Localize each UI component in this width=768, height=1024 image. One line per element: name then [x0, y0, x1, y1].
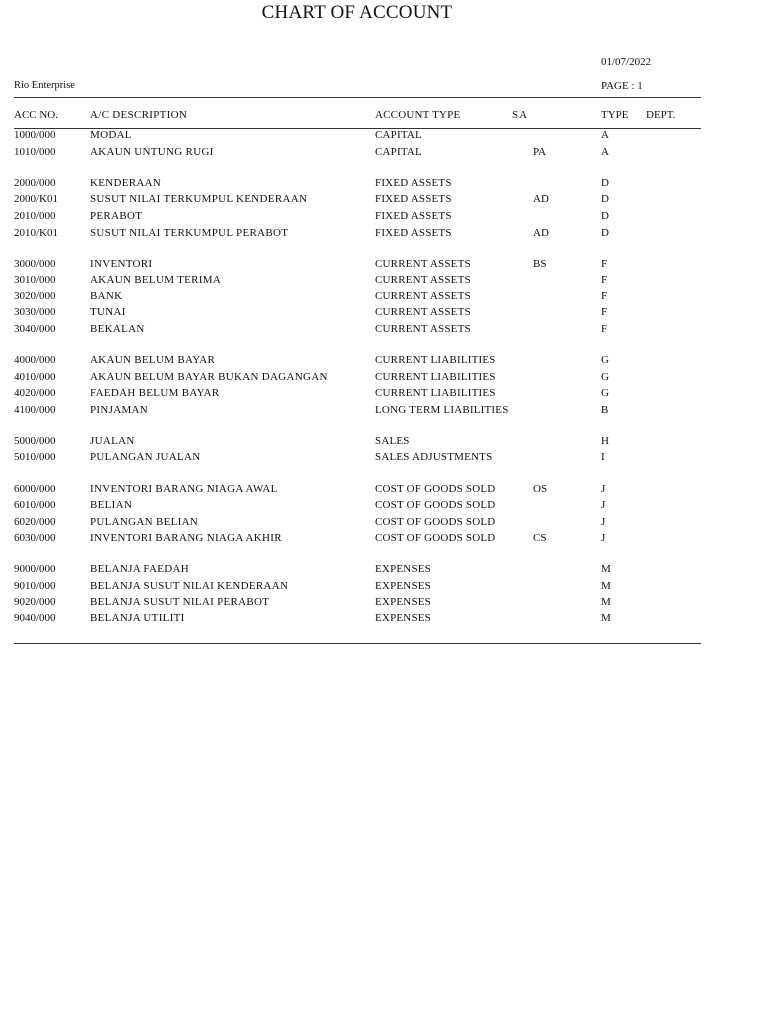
acc-no-cell: 6000/000: [14, 483, 56, 495]
type-cell: D: [601, 177, 609, 189]
description-cell: BELANJA SUSUT NILAI KENDERAAN: [90, 580, 289, 592]
acc-no-cell: 2000/K01: [14, 193, 58, 205]
header-account-type: ACCOUNT TYPE: [375, 109, 461, 121]
type-cell: D: [601, 227, 609, 239]
type-cell: H: [601, 435, 609, 447]
sa-cell: BS: [533, 258, 547, 270]
type-cell: J: [601, 483, 606, 495]
account-type-cell: FIXED ASSETS: [375, 227, 452, 239]
header-acc-no: ACC NO.: [14, 109, 59, 121]
acc-no-cell: 9000/000: [14, 563, 56, 575]
acc-no-cell: 6020/000: [14, 516, 56, 528]
description-cell: INVENTORI: [90, 258, 153, 270]
account-type-cell: CURRENT ASSETS: [375, 306, 471, 318]
company-name: Rio Enterprise: [14, 80, 75, 91]
type-cell: G: [601, 371, 609, 383]
account-type-cell: COST OF GOODS SOLD: [375, 516, 496, 528]
description-cell: JUALAN: [90, 435, 135, 447]
acc-no-cell: 4100/000: [14, 404, 56, 416]
account-type-cell: LONG TERM LIABILITIES: [375, 404, 509, 416]
account-type-cell: CURRENT LIABILITIES: [375, 387, 496, 399]
description-cell: INVENTORI BARANG NIAGA AKHIR: [90, 532, 282, 544]
table-row: [0, 515, 768, 531]
type-cell: M: [601, 563, 611, 575]
report-title: CHART OF ACCOUNT: [261, 2, 453, 23]
table-header-row: [0, 108, 768, 122]
acc-no-cell: 6010/000: [14, 499, 56, 511]
acc-no-cell: 2010/000: [14, 210, 56, 222]
account-type-cell: EXPENSES: [375, 563, 431, 575]
description-cell: SUSUT NILAI TERKUMPUL PERABOT: [90, 227, 289, 239]
table-row: [0, 226, 768, 242]
description-cell: BELIAN: [90, 499, 133, 511]
table-row: [0, 562, 768, 578]
header-description: A/C DESCRIPTION: [90, 109, 188, 121]
table-row: [0, 192, 768, 208]
type-cell: G: [601, 387, 609, 399]
sa-cell: CS: [533, 532, 547, 544]
sa-cell: AD: [533, 193, 549, 205]
header-dept: DEPT.: [646, 109, 676, 121]
description-cell: PULANGAN JUALAN: [90, 451, 201, 463]
acc-no-cell: 3010/000: [14, 274, 56, 286]
description-cell: PINJAMAN: [90, 404, 149, 416]
account-type-cell: CAPITAL: [375, 146, 422, 158]
acc-no-cell: 9020/000: [14, 596, 56, 608]
type-cell: M: [601, 612, 611, 624]
type-cell: D: [601, 210, 609, 222]
header-sa: SA: [512, 109, 529, 121]
acc-no-cell: 4000/000: [14, 354, 56, 366]
table-row: [0, 434, 768, 450]
type-cell: A: [601, 146, 609, 158]
table-row: [0, 353, 768, 369]
type-cell: D: [601, 193, 609, 205]
page-number: PAGE : 1: [601, 80, 643, 92]
acc-no-cell: 1000/000: [14, 129, 56, 141]
table-row: [0, 128, 768, 144]
sa-cell: PA: [533, 146, 547, 158]
table-row: [0, 595, 768, 611]
table-row: [0, 370, 768, 386]
acc-no-cell: 3040/000: [14, 323, 56, 335]
account-type-cell: CAPITAL: [375, 129, 422, 141]
account-type-cell: COST OF GOODS SOLD: [375, 499, 496, 511]
table-row: [0, 482, 768, 498]
header-top-divider: [14, 97, 701, 98]
account-type-cell: CURRENT ASSETS: [375, 258, 471, 270]
table-row: [0, 531, 768, 547]
type-cell: B: [601, 404, 609, 416]
type-cell: I: [601, 451, 605, 463]
table-row: [0, 611, 768, 627]
description-cell: INVENTORI BARANG NIAGA AWAL: [90, 483, 278, 495]
type-cell: J: [601, 516, 606, 528]
description-cell: SUSUT NILAI TERKUMPUL KENDERAAN: [90, 193, 308, 205]
acc-no-cell: 1010/000: [14, 146, 56, 158]
sa-cell: AD: [533, 227, 549, 239]
table-row: [0, 257, 768, 273]
acc-no-cell: 3000/000: [14, 258, 56, 270]
acc-no-cell: 4010/000: [14, 371, 56, 383]
table-row: [0, 289, 768, 305]
type-cell: F: [601, 274, 608, 286]
account-type-cell: CURRENT LIABILITIES: [375, 371, 496, 383]
description-cell: PERABOT: [90, 210, 143, 222]
account-type-cell: COST OF GOODS SOLD: [375, 483, 496, 495]
acc-no-cell: 9010/000: [14, 580, 56, 592]
table-row: [0, 386, 768, 402]
account-type-cell: CURRENT LIABILITIES: [375, 354, 496, 366]
type-cell: M: [601, 580, 611, 592]
description-cell: AKAUN BELUM BAYAR BUKAN DAGANGAN: [90, 371, 328, 383]
type-cell: J: [601, 532, 606, 544]
header-type: TYPE: [601, 109, 629, 121]
type-cell: F: [601, 323, 608, 335]
description-cell: AKAUN BELUM BAYAR: [90, 354, 216, 366]
description-cell: PULANGAN BELIAN: [90, 516, 199, 528]
account-type-cell: CURRENT ASSETS: [375, 323, 471, 335]
account-type-cell: FIXED ASSETS: [375, 177, 452, 189]
table-bottom-divider: [14, 643, 701, 644]
table-row: [0, 305, 768, 321]
account-type-cell: EXPENSES: [375, 596, 431, 608]
account-type-cell: FIXED ASSETS: [375, 193, 452, 205]
description-cell: AKAUN UNTUNG RUGI: [90, 146, 214, 158]
report-date: 01/07/2022: [601, 56, 652, 68]
description-cell: BELANJA UTILITI: [90, 612, 185, 624]
account-type-cell: SALES: [375, 435, 410, 447]
acc-no-cell: 2010/K01: [14, 227, 58, 239]
table-row: [0, 579, 768, 595]
account-type-cell: CURRENT ASSETS: [375, 274, 471, 286]
acc-no-cell: 3030/000: [14, 306, 56, 318]
account-type-cell: EXPENSES: [375, 580, 431, 592]
description-cell: BELANJA FAEDAH: [90, 563, 190, 575]
acc-no-cell: 9040/000: [14, 612, 56, 624]
table-row: [0, 403, 768, 419]
type-cell: F: [601, 290, 608, 302]
description-cell: FAEDAH BELUM BAYAR: [90, 387, 220, 399]
description-cell: TUNAI: [90, 306, 126, 318]
table-row: [0, 322, 768, 338]
type-cell: M: [601, 596, 611, 608]
table-row: [0, 209, 768, 225]
description-cell: KENDERAAN: [90, 177, 162, 189]
description-cell: BANK: [90, 290, 123, 302]
type-cell: G: [601, 354, 609, 366]
account-type-cell: SALES ADJUSTMENTS: [375, 451, 493, 463]
account-type-cell: CURRENT ASSETS: [375, 290, 471, 302]
acc-no-cell: 4020/000: [14, 387, 56, 399]
type-cell: F: [601, 306, 608, 318]
type-cell: A: [601, 129, 609, 141]
account-table-body: [0, 128, 768, 638]
acc-no-cell: 5010/000: [14, 451, 56, 463]
type-cell: J: [601, 499, 606, 511]
sa-cell: OS: [533, 483, 548, 495]
acc-no-cell: 2000/000: [14, 177, 56, 189]
account-type-cell: EXPENSES: [375, 612, 431, 624]
description-cell: AKAUN BELUM TERIMA: [90, 274, 222, 286]
description-cell: BELANJA SUSUT NILAI PERABOT: [90, 596, 270, 608]
table-row: [0, 145, 768, 161]
type-cell: F: [601, 258, 608, 270]
table-row: [0, 273, 768, 289]
acc-no-cell: 3020/000: [14, 290, 56, 302]
description-cell: MODAL: [90, 129, 132, 141]
account-type-cell: COST OF GOODS SOLD: [375, 532, 496, 544]
table-row: [0, 498, 768, 514]
account-type-cell: FIXED ASSETS: [375, 210, 452, 222]
table-row: [0, 450, 768, 466]
description-cell: BEKALAN: [90, 323, 145, 335]
acc-no-cell: 5000/000: [14, 435, 56, 447]
acc-no-cell: 6030/000: [14, 532, 56, 544]
table-row: [0, 176, 768, 192]
